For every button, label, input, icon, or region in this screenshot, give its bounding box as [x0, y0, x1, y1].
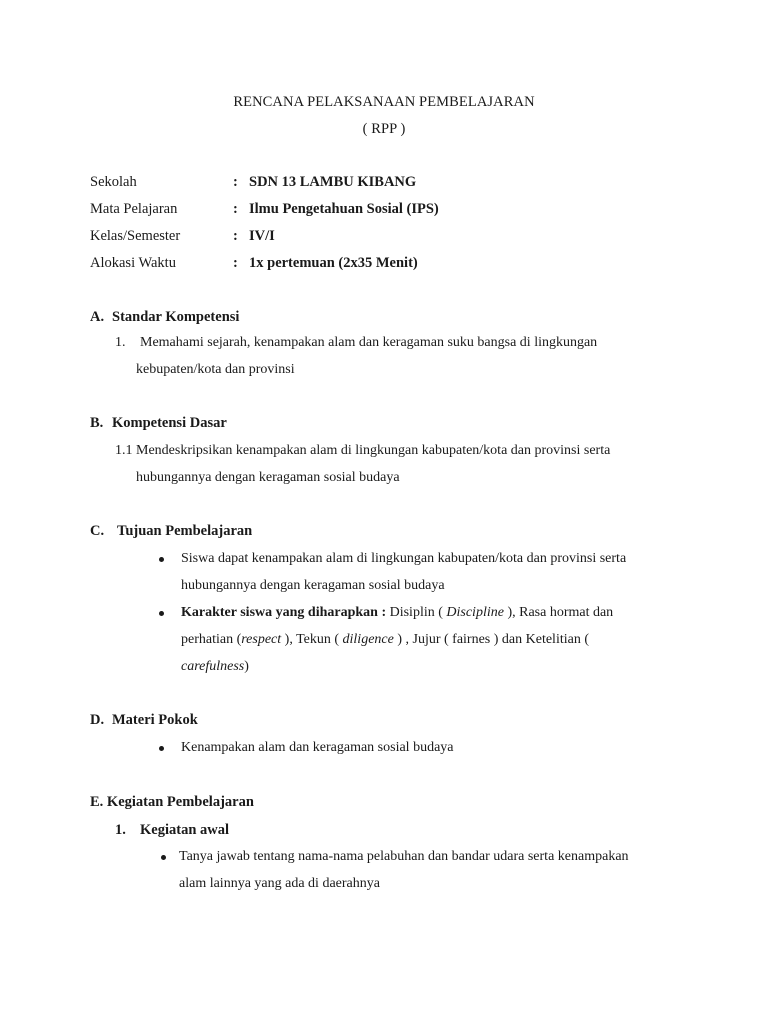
text-run: ) , Jujur ( fairnes ) dan Ketelitian ( — [393, 632, 589, 647]
section-a-item-line2: kebupaten/kota dan provinsi — [136, 362, 295, 377]
class-colon: : — [233, 228, 238, 244]
section-a-heading — [90, 309, 239, 326]
italic-term: diligence — [342, 632, 394, 647]
section-c-heading — [90, 523, 252, 540]
section-b-item-line1: 1.1 Mendeskripsikan kenampakan alam di lingkungan kabupaten/kota dan provinsi serta — [115, 443, 611, 458]
section-e-sub1-heading — [115, 822, 229, 839]
italic-term: carefulness — [181, 659, 245, 674]
section-a-title: Standar Kompetensi — [112, 309, 240, 325]
section-d-letter: D. — [90, 712, 105, 728]
section-e-letter: E. — [90, 794, 104, 810]
section-c-bullet1-line2: hubungannya dengan keragaman sosial budaya — [181, 578, 445, 593]
text-run: ), Rasa hormat dan — [503, 605, 614, 620]
document-subtitle: ( RPP ) — [362, 121, 406, 137]
section-c-letter: C. — [90, 523, 105, 539]
section-d-bullet1: Kenampakan alam dan keragaman sosial budaya — [181, 740, 454, 755]
section-c-bullet2-line2 — [181, 632, 589, 648]
section-b-letter: B. — [90, 415, 104, 431]
section-a-letter: A. — [90, 309, 105, 325]
bullet-icon — [159, 557, 164, 562]
section-e-sub1-title: Kegiatan awal — [140, 822, 230, 838]
class-value: IV/I — [249, 228, 275, 244]
time-label: Alokasi Waktu — [90, 255, 176, 271]
section-c-bullet2-line1 — [181, 605, 613, 621]
document-title: RENCANA PELAKSANAAN PEMBELAJARAN — [233, 94, 535, 110]
section-b-heading — [90, 415, 227, 432]
school-colon: : — [233, 174, 238, 190]
section-d-heading — [90, 712, 198, 729]
section-d-title: Materi Pokok — [112, 712, 198, 728]
section-e-bullet1-line1: Tanya jawab tentang nama-nama pelabuhan dan bandar udara serta kenampakan — [179, 849, 629, 864]
school-label: Sekolah — [90, 174, 137, 190]
bullet-icon — [161, 855, 166, 860]
subject-value: Ilmu Pengetahuan Sosial (IPS) — [249, 201, 439, 217]
italic-term: Discipline — [446, 605, 504, 620]
subject-colon: : — [233, 201, 238, 217]
section-a-item-number: 1. — [115, 335, 126, 350]
time-colon: : — [233, 255, 238, 271]
school-value: SDN 13 LAMBU KIBANG — [249, 174, 417, 190]
section-c-title: Tujuan Pembelajaran — [117, 523, 253, 539]
section-a-item-line1: Memahami sejarah, kenampakan alam dan keragaman suku bangsa di lingkungan — [140, 335, 598, 350]
subject-label: Mata Pelajaran — [90, 201, 178, 217]
italic-term: respect — [241, 632, 282, 647]
text-run: Disiplin ( — [386, 605, 447, 620]
class-label: Kelas/Semester — [90, 228, 181, 244]
character-label: Karakter siswa yang diharapkan : — [181, 605, 387, 620]
time-value: 1x pertemuan (2x35 Menit) — [249, 255, 418, 271]
section-e-bullet1-line2: alam lainnya yang ada di daerahnya — [179, 876, 380, 891]
section-c-bullet1-line1: Siswa dapat kenampakan alam di lingkungan kabupaten/kota dan provinsi serta — [181, 551, 627, 566]
section-e-title: Kegiatan Pembelajaran — [106, 794, 254, 810]
section-e-heading — [90, 794, 254, 811]
bullet-icon — [159, 746, 164, 751]
text-run: perhatian ( — [181, 632, 242, 647]
section-b-title: Kompetensi Dasar — [112, 415, 227, 431]
text-run: ), Tekun ( — [281, 632, 343, 647]
text-run: ) — [244, 659, 249, 674]
section-e-sub1-number: 1. — [115, 822, 126, 838]
section-b-item-line2: hubungannya dengan keragaman sosial budaya — [136, 470, 400, 485]
section-c-bullet2-line3 — [181, 659, 249, 675]
bullet-icon — [159, 611, 164, 616]
